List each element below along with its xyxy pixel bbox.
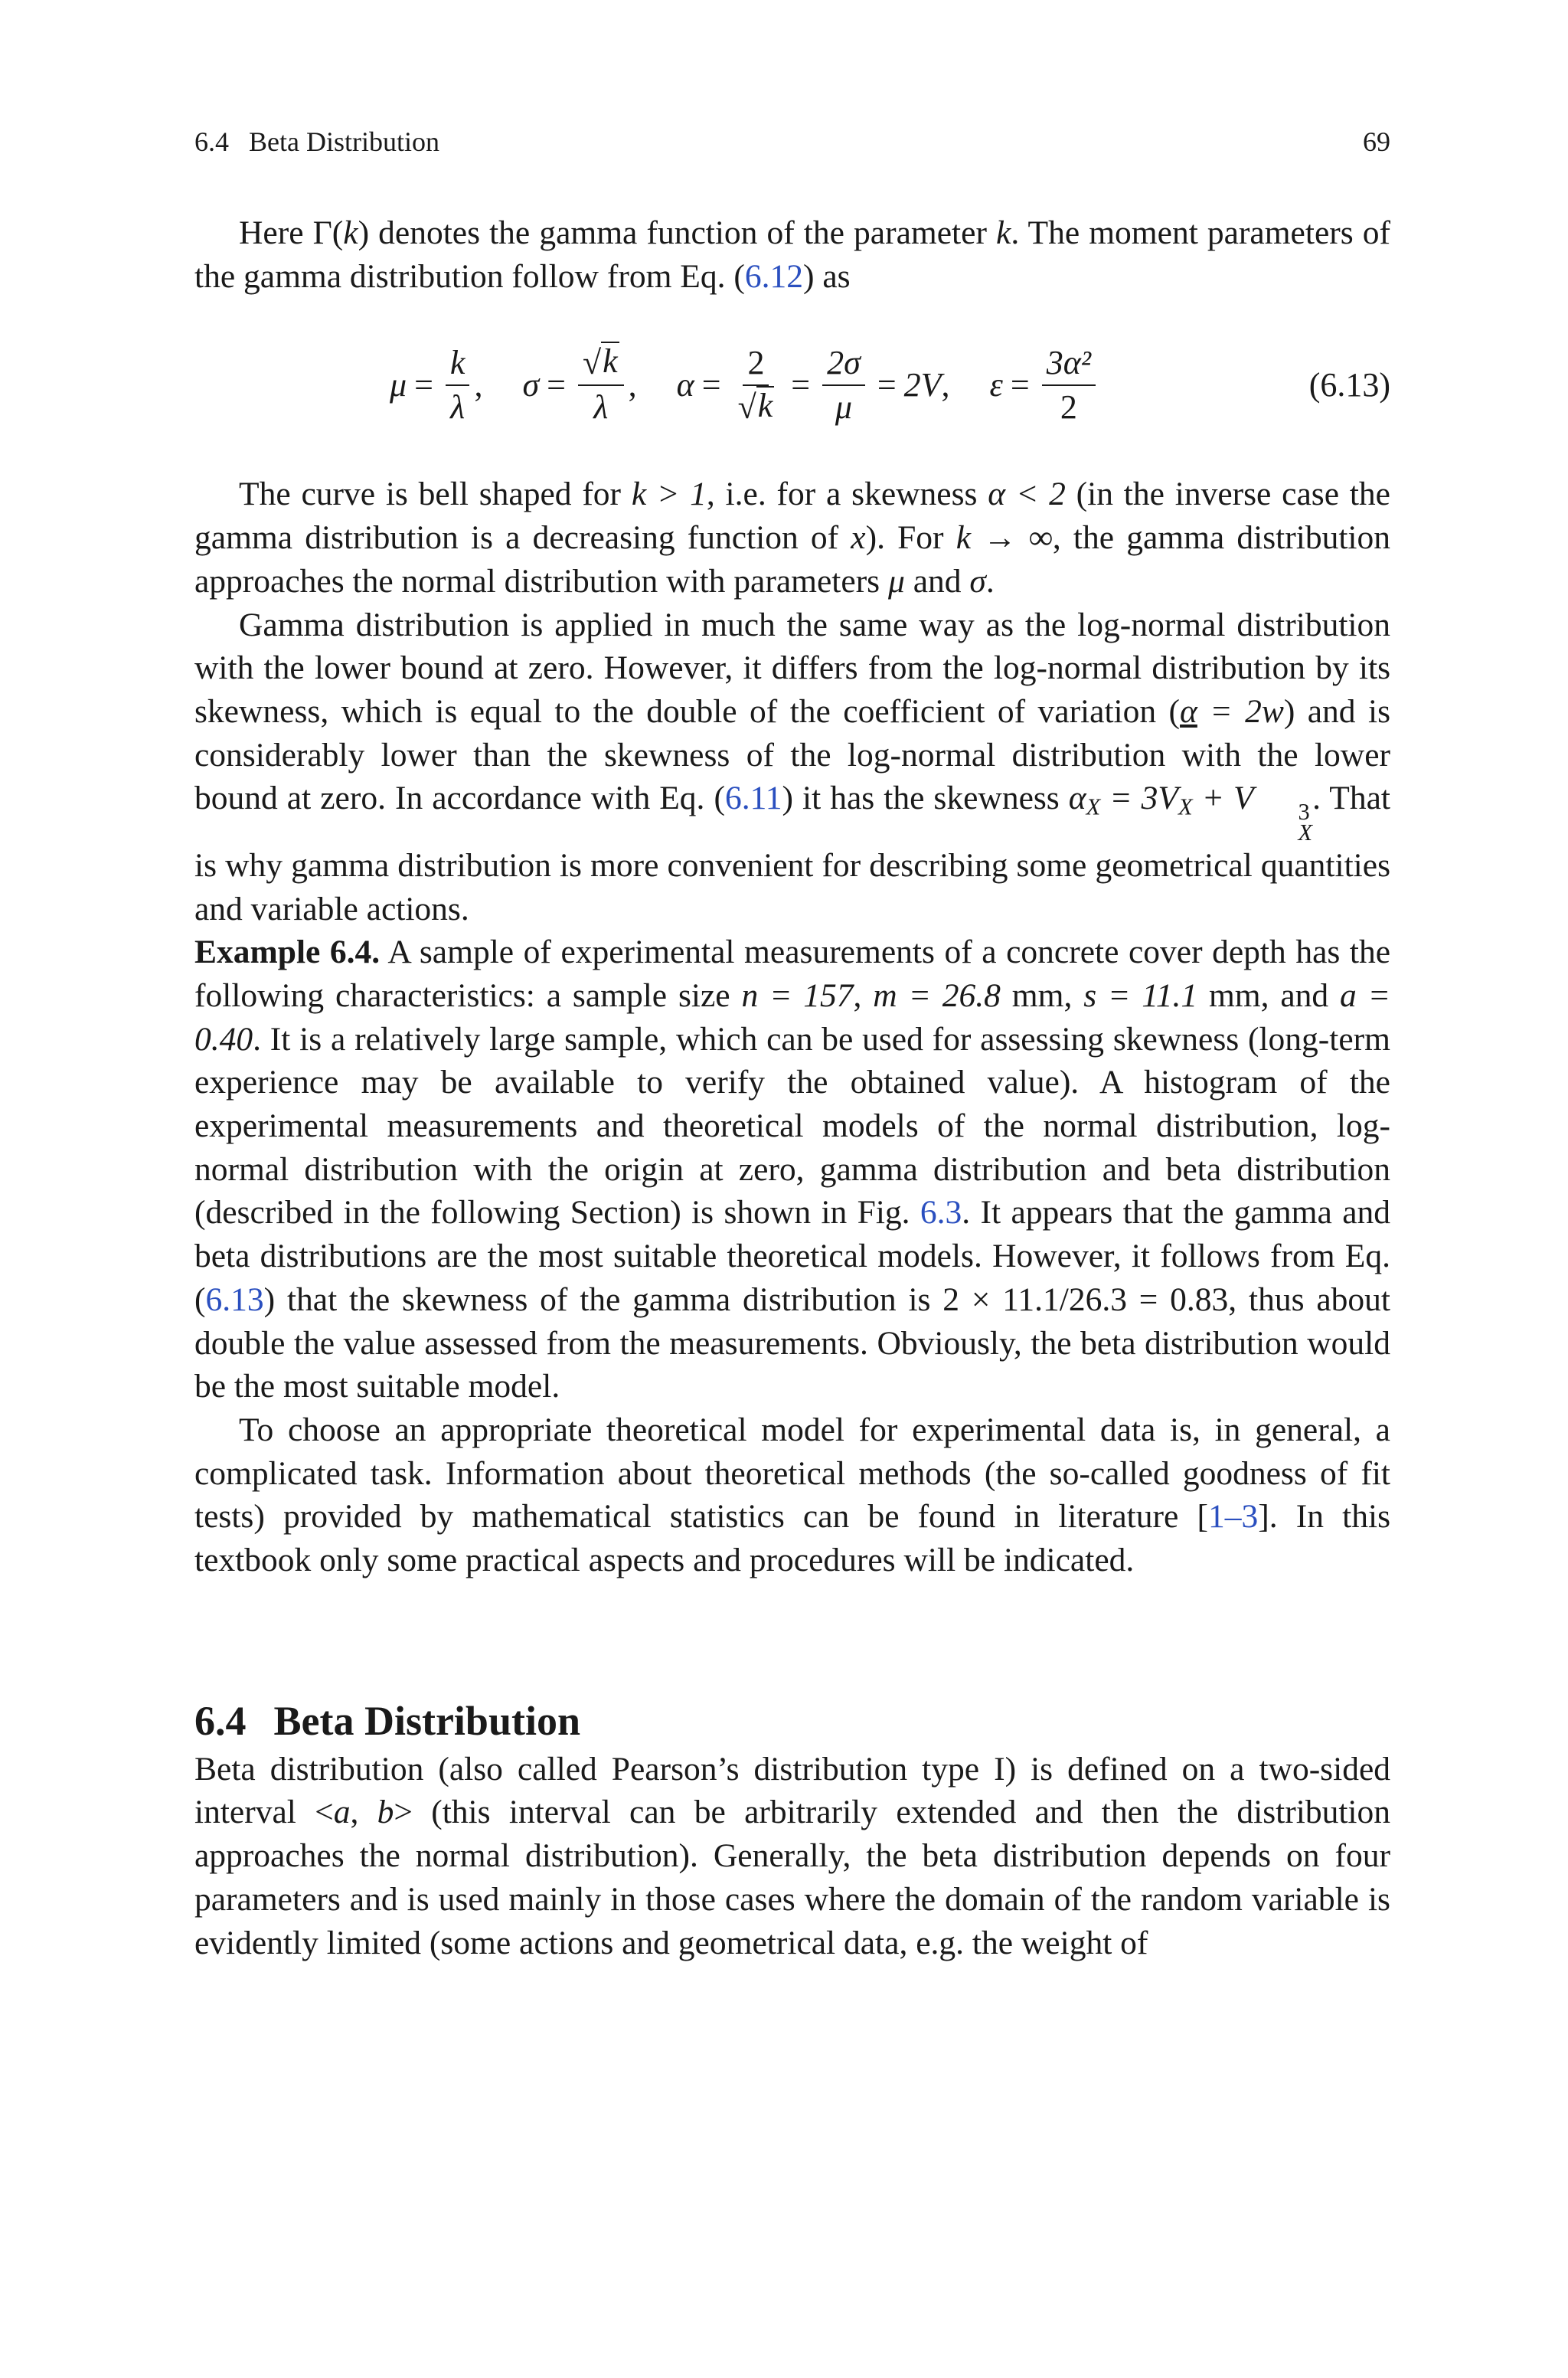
running-header-left: [194, 126, 439, 158]
figure-reference-link[interactable]: 6.3: [920, 1194, 962, 1232]
equation-mean: μ = $\frac{k}{\lambda}$ ,: [390, 342, 482, 429]
running-header: [194, 126, 1390, 158]
paragraph-beta-definition: Beta distribution (also called Pearson’s distribution type I) is defined on a two-sided interval <a, b> (this interval can be arbitrarily extended and then the distribution approaches the normal distribution). Generally, the beta distribution depends on four parameters and is used mainly in those cases where the domain of the random variable is evidently limited (some actions and geometrical data, e.g. the weight of: [194, 1750, 1390, 1961]
equation-reference-link[interactable]: 6.11: [724, 780, 782, 817]
equation-body: [390, 324, 1100, 446]
citation-reference-link[interactable]: 1–3: [1207, 1498, 1259, 1536]
page-number: 69: [1363, 126, 1390, 157]
example-label: Example 6.4.: [194, 934, 381, 971]
equation-std-dev: σ = √ k λ ,: [522, 342, 637, 427]
display-equation-6-13: [194, 324, 1390, 446]
equation-reference-link[interactable]: 6.13: [205, 1281, 264, 1318]
header-section-number: 6.4: [194, 126, 229, 157]
header-section-title: Beta Distribution: [249, 126, 439, 157]
section-title: Beta Distribution: [273, 1697, 581, 1744]
section-number: 6.4: [194, 1697, 247, 1744]
equation-number: (6.13): [1308, 366, 1390, 404]
example-6-4: Example 6.4. A sample of experimental measurements of a concrete cover depth has the following characteristics: a sample size n = 157, m = 26.8 mm, s = 11.1 mm, and a = 0.40. It is a relatively large sample, which can be used for assessing skewness (long-term experience may be available to verify the obtained value). A histogram of the experimental measurements and theoretical models of the normal distribution, log-normal distribution with the origin at zero, gamma distribution and beta distribution (described in the following Section) is shown in Fig. 6.3. It appears that the gamma and beta distributions are the most suitable theoretical models. However, it follows from Eq. (6.13) that the skewness of the gamma distribution is 2 × 11.1/26.3 = 0.83, thus about double the value assessed from the measurements. Obviously, the beta distribution would be the most suitable model.: [194, 934, 1391, 1405]
paragraph-model-choice: To choose an appropriate theoretical model for experimental data is, in general, a complicated task. Information about theoretical methods (the so-called goodness of fit tests) provided by mathematical statistics can be found in literature [1–3]. In this textbook only some practical aspects and procedures will be indicated.: [194, 1411, 1390, 1579]
paragraph-gamma-function: Here Γ(k) denotes the gamma function of the parameter k. The moment parameters of the gamma distribution follow from Eq. (6.12) as: [194, 214, 1390, 295]
page-content: [194, 211, 1390, 1964]
paragraph-gamma-application: Gamma distribution is applied in much the same way as the log-normal distribution with the lower bound at zero. However, it differs from the log-normal distribution by its skewness, which is equal to the double of the coefficient of variation (α = 2w) and is considerably lower than the skewness of the log-normal distribution with the lower bound at zero. In accordance with Eq. (6.11) it has the skewness $\alpha_X = 3V_X + V$ 3 X . That is why gamma distribution is more convenient for describing some geometrical quantities and variable actions.: [194, 606, 1390, 927]
equation-reference-link[interactable]: 6.12: [744, 257, 803, 295]
equation-skewness: α = 2 √ k = $\frac{2\sigma}{\mu}$ = 2V ,: [677, 342, 950, 429]
section-heading: [194, 1694, 1390, 1748]
equation-kurtosis: ε = $\frac{\text{3α²}}{2}$: [990, 342, 1100, 429]
paragraph-bell-shape: The curve is bell shaped for k > 1, i.e. for a skewness α < 2 (in the inverse case the gamma distribution is a decreasing function of x). For k → ∞, the gamma distribution approaches the normal distribution with parameters μ and σ.: [194, 476, 1390, 600]
